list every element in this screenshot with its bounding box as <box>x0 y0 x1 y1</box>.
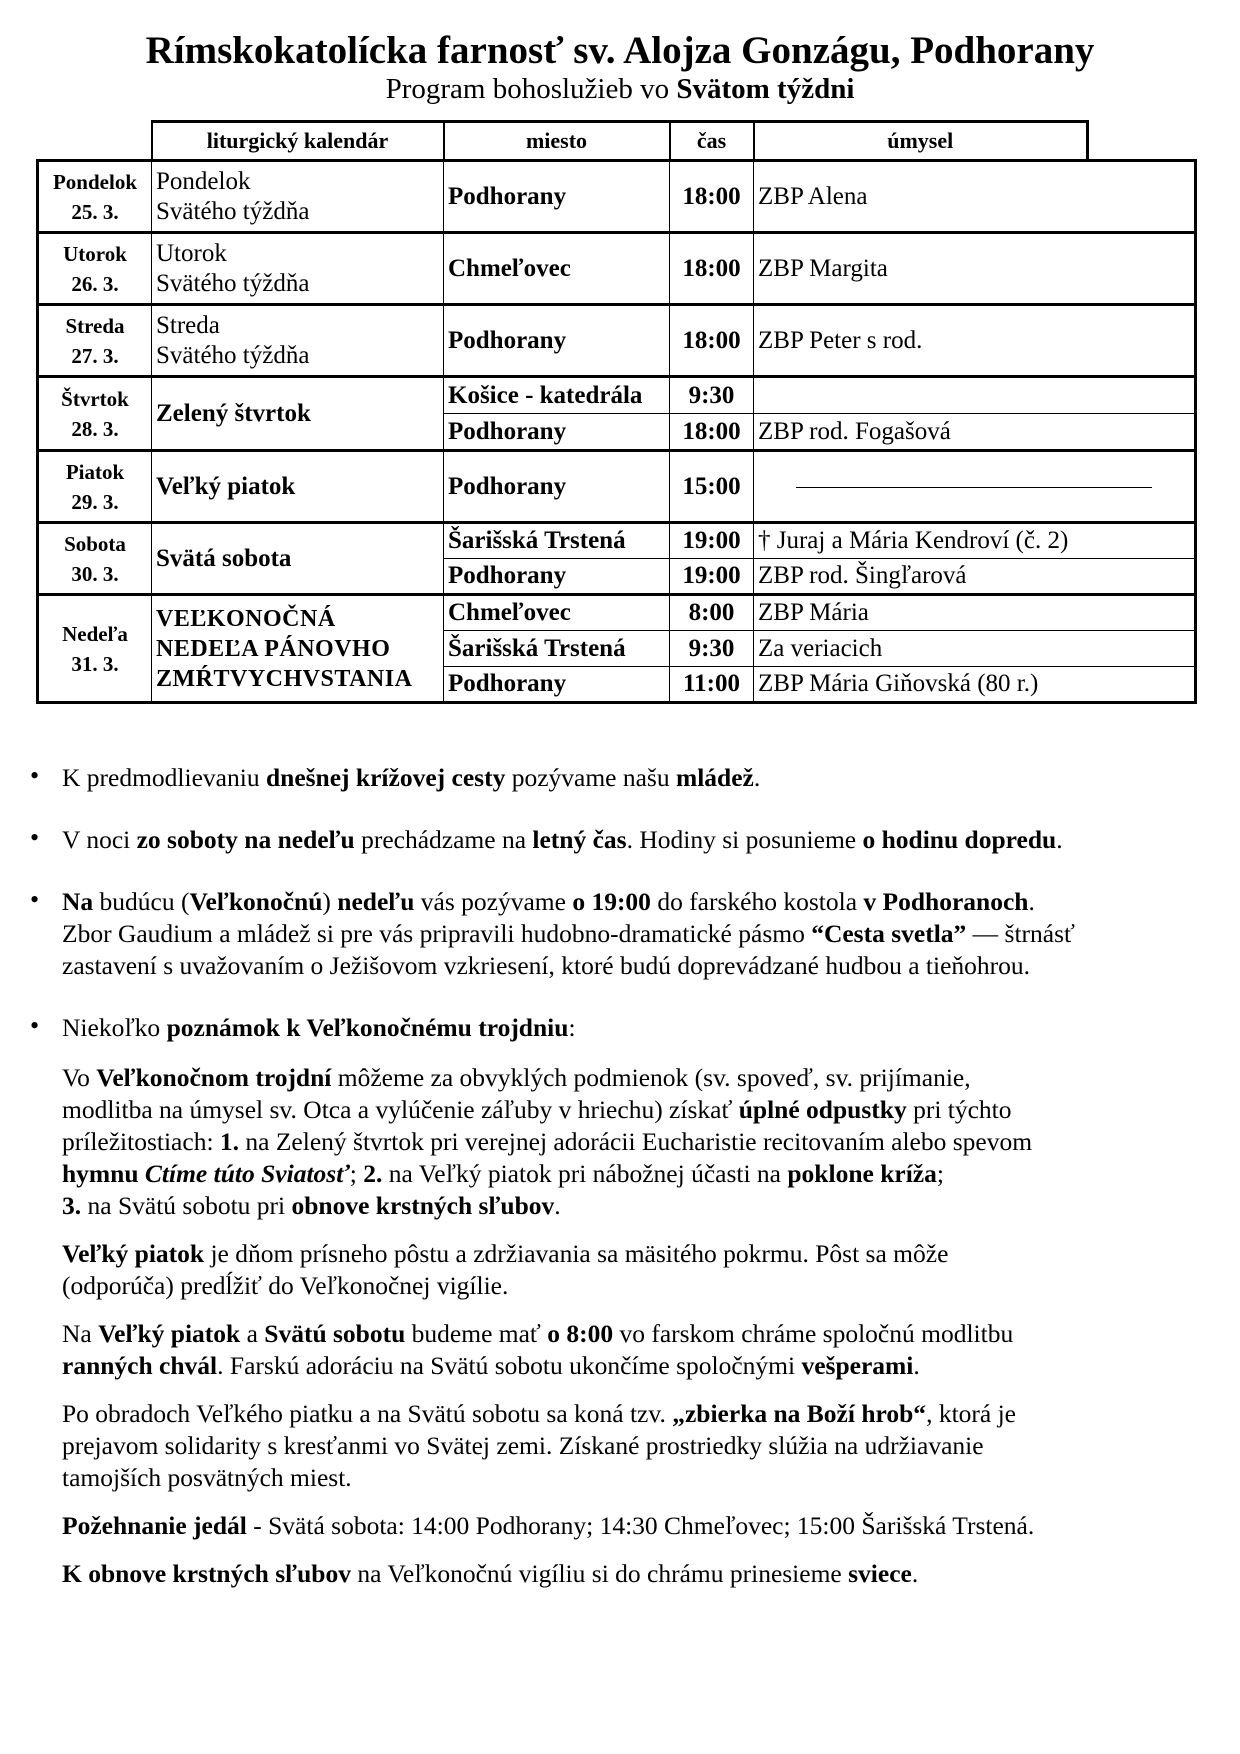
paragraph: Po obradoch Veľkého piatku a na Svätú sobotu sa koná tzv. „zbierka na Boží hrob“, ktorá je prejavom solidarity s kresťanmi vo Svätej zemi. Získané prostriedky slúžia na udržiavanie tamojších posvätných miest. <box>62 1399 1016 1492</box>
bullet-icon: • <box>30 761 40 790</box>
time-cell: 18:00 <box>670 233 754 305</box>
place-cell: Košice - katedrála <box>444 377 670 414</box>
paragraph: K obnove krstných sľubov na Veľkonočnú vigíliu si do chrámu prinesieme sviece. <box>62 1559 919 1588</box>
col-header-time: čas <box>670 122 754 161</box>
place-cell: Podhorany <box>444 667 670 703</box>
bullet-icon: • <box>30 823 40 852</box>
announcements <box>30 762 1220 1590</box>
place-cell: Podhorany <box>444 559 670 595</box>
day-cell: Štvrtok 28. 3. <box>38 377 152 451</box>
empty-intention-line <box>796 487 1152 488</box>
time-cell: 9:30 <box>670 631 754 667</box>
page-title: Rímskokatolícka farnosť sv. Alojza Gonzágu, Podhorany <box>145 29 1095 72</box>
liturgy-cell: Streda Svätého týždňa <box>152 305 444 377</box>
table-row <box>38 233 1196 305</box>
intention-cell: ZBP Margita <box>754 233 1196 305</box>
paragraph: Veľký piatok je dňom prísneho pôstu a zdržiavania sa mäsitého pokrmu. Pôst sa môže (odporúča) predĺžiť do Veľkonočnej vigílie. <box>62 1239 949 1300</box>
intention-cell: ZBP rod. Šingľarová <box>754 559 1196 595</box>
time-cell: 18:00 <box>670 161 754 233</box>
schedule-table <box>36 120 1197 704</box>
place-cell: Chmeľovec <box>444 233 670 305</box>
time-cell: 19:00 <box>670 523 754 559</box>
bullet-icon: • <box>30 1011 40 1040</box>
liturgy-cell: Veľký piatok <box>152 451 444 523</box>
bullet-icon: • <box>30 885 40 914</box>
liturgy-cell: VEĽKONOČNÁ NEDEĽA PÁNOVHO ZMŔTVYCHVSTANIA <box>152 595 444 703</box>
intention-cell: ZBP Peter s rod. <box>754 305 1196 377</box>
place-cell: Podhorany <box>444 161 670 233</box>
intention-cell <box>754 451 1196 523</box>
liturgy-cell: Svätá sobota <box>152 523 444 595</box>
list-item: • Na budúcu (Veľkonočnú) nedeľu vás pozývame o 19:00 do farského kostola v Podhoranoch. Zbor Gaudium a mládež si pre vás pripravili hudobno-dramatické pásmo “Cesta svetla” — štrnásť zastavení s uvažovaním o Ježišovom vzkriesení, ktoré budú doprevádzané hudbou a tieňohrou. <box>30 885 1075 980</box>
time-cell: 8:00 <box>670 595 754 631</box>
day-cell: Utorok 26. 3. <box>38 233 152 305</box>
place-cell: Šarišská Trstená <box>444 631 670 667</box>
place-cell: Chmeľovec <box>444 595 670 631</box>
day-cell: Sobota 30. 3. <box>38 523 152 595</box>
place-cell: Podhorany <box>444 451 670 523</box>
paragraph: Vo Veľkonočnom trojdní môžeme za obvyklých podmienok (sv. spoveď, sv. prijímanie, modlitba na úmysel sv. Otca a vylúčenie záľuby v hriechu) získať úplné odpustky pri týchto príležitostiach: 1. na Zelený štvrtok pri verejnej adorácii Eucharistie recitovaním alebo spevom hymnu Ctíme túto Sviatosť; 2. na Veľký piatok pri nábožnej účasti na poklone kríža; 3. na Svätú sobotu pri obnove krstných sľubov. <box>62 1063 1033 1220</box>
liturgy-cell: Zelený štvrtok <box>152 377 444 451</box>
liturgy-cell: Utorok Svätého týždňa <box>152 233 444 305</box>
time-cell: 19:00 <box>670 559 754 595</box>
place-cell: Šarišská Trstená <box>444 523 670 559</box>
intention-cell: † Juraj a Mária Kendroví (č. 2) <box>754 523 1196 559</box>
table-row <box>38 305 1196 377</box>
intention-cell <box>754 377 1196 414</box>
place-cell: Podhorany <box>444 414 670 451</box>
intention-cell: ZBP rod. Fogašová <box>754 414 1196 451</box>
paragraph: Požehnanie jedál - Svätá sobota: 14:00 Podhorany; 14:30 Chmeľovec; 15:00 Šarišská Trstená. <box>62 1511 1035 1540</box>
day-cell: Piatok 29. 3. <box>38 451 152 523</box>
col-header-place: miesto <box>444 122 670 161</box>
list-item: • Niekoľko poznámok k Veľkonočnému trojdniu: <box>30 1011 576 1042</box>
time-cell: 18:00 <box>670 305 754 377</box>
time-cell: 15:00 <box>670 451 754 523</box>
col-header-liturgy: liturgický kalendár <box>152 122 444 161</box>
time-cell: 9:30 <box>670 377 754 414</box>
col-header-intention: úmysel <box>754 122 1088 161</box>
intention-cell: ZBP Mária <box>754 595 1196 631</box>
table-header-row <box>38 122 1196 161</box>
intention-cell: ZBP Alena <box>754 161 1196 233</box>
intention-cell: ZBP Mária Giňovská (80 r.) <box>754 667 1196 703</box>
place-cell: Podhorany <box>444 305 670 377</box>
list-item: • V noci zo soboty na nedeľu prechádzame na letný čas. Hodiny si posunieme o hodinu dopredu. <box>30 823 1063 854</box>
table-row <box>38 377 1196 414</box>
time-cell: 11:00 <box>670 667 754 703</box>
table-row <box>38 451 1196 523</box>
day-cell: Streda 27. 3. <box>38 305 152 377</box>
time-cell: 18:00 <box>670 414 754 451</box>
liturgy-cell: Pondelok Svätého týždňa <box>152 161 444 233</box>
day-cell: Nedeľa 31. 3. <box>38 595 152 703</box>
paragraph: Na Veľký piatok a Svätú sobotu budeme mať o 8:00 vo farskom chráme spoločnú modlitbu ranných chvál. Farskú adoráciu na Svätú sobotu ukončíme spoločnými vešperami. <box>62 1319 1014 1380</box>
list-item: • K predmodlievaniu dnešnej krížovej cesty pozývame našu mládež. <box>30 761 761 792</box>
table-row <box>38 161 1196 233</box>
page-subtitle: Program bohoslužieb vo Svätom týždni <box>385 73 855 105</box>
table-row <box>38 523 1196 559</box>
day-cell: Pondelok 25. 3. <box>38 161 152 233</box>
table-row <box>38 595 1196 631</box>
intention-cell: Za veriacich <box>754 631 1196 667</box>
